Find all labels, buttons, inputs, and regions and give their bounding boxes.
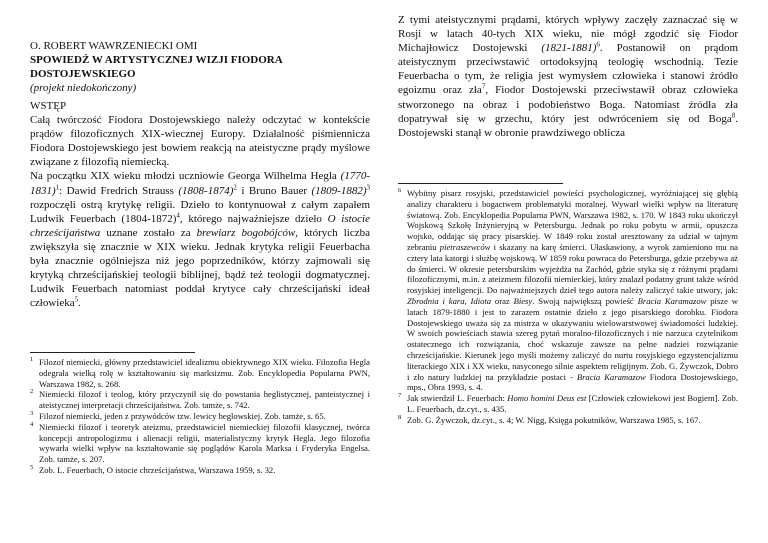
footnote-ref-6[interactable]: 6 xyxy=(596,40,600,49)
paragraph-1: Całą twórczość Fiodora Dostojewskiego należy odczytać w kontekście prądów filozoficznych XIX-wiecznej Europy. Działalność piśmiennicza Fiodora Dostojewskiego jest bowiem reakcją na ateistyczne prądy myślowe związane z filozofią niemiecką. xyxy=(30,114,370,169)
footnote-ref-2[interactable]: 2 xyxy=(233,182,237,191)
subtitle: (projekt niedokończony) xyxy=(30,82,137,94)
footnote-ref-3[interactable]: 3 xyxy=(366,182,370,191)
right-body xyxy=(398,13,738,140)
footnote-ref-7[interactable]: 7 xyxy=(481,82,486,91)
footnote: 3 Filozof niemiecki, jeden z przywódców tzw. lewicy heglowskiej. Zob. tamże, s. 65. xyxy=(30,409,326,421)
paragraph-3: Z tymi ateistycznymi prądami, których wpływy zaczęły zaznaczać się w Rosji w latach 40-tych XIX wieku, nie mógł zgodzić się Fiodor Michajłowicz Dostojewski (1821-1881)$^6$. Postanowił on prądom ateistycznym przeciwstawić ortodoksyjną teologię wschodnią. Tezie Feuerbacha o tym, że religia jest wymysłem człowieka i stanowi źródło egoizmu oraz zła$^7$, Fiodor Dostojewski przeciwstawił obraz człowieka stworzonego na obraz i podobieństwo Boga. Natomiast źródła zła dopatrywał się w grzechu, który jest odwróceniem się od Boga$^8$. Dostojewski stanął w obronie prawdziwego oblicza xyxy=(398,14,738,139)
footnote-ref-8[interactable]: 8 xyxy=(731,111,736,119)
document-header xyxy=(30,39,283,95)
footnote: 7 Jak stwierdził L. Feuerbach: Homo homini Deus est [Człowiek człowiekowi jest Bogiem]. Zob. L. Feuerbach, dz.cyt., s. 435. xyxy=(398,392,738,414)
author-line: O. ROBERT WAWRZENIECKI OMI xyxy=(30,40,198,52)
footnote: 2 Niemiecki filozof i teolog, który przyczynił się do powstania heglistycznej, panteistycznej i ateistycznej interpretacji chrześcijaństwa. Zob. tamże, s. 742. xyxy=(30,388,370,411)
section-heading: WSTĘP xyxy=(30,100,67,112)
footnote: 1 Filozof niemiecki, główny przedstawiciel idealizmu obiektywnego XIX wieku. Filozofia Hegla odegrała wielką rolę w kształtowaniu się marksizmu. Zob. Encyklopedia Popularna PWN, Warszawa 1982, s. 268. xyxy=(30,356,370,389)
left-body xyxy=(30,99,370,310)
footnote: 8 Zob. G. Żywczok, dz.cyt., s. 4; W. Nigg, Księga pokutników, Warszawa 1985, s. 167. xyxy=(398,413,701,425)
right-footnotes xyxy=(398,188,738,426)
footnote: 4 Niemiecki filozof i teoretyk ateizmu, przedstawiciel niemieckiej filozofii klasycznej, twórca koncepcji antropologizmu i alienacji religii, materialistyczny krytyk Hegla. Jego filozofia wywarła wielki wpływ na kształtowanie się poglądów Karola Marksa i Fryderyka Engelsa. Zob. tamże, s. 207. xyxy=(30,420,370,465)
footnote-ref-5[interactable]: 5 xyxy=(74,295,79,304)
title-line-2: DOSTOJEWSKIEGO xyxy=(30,68,136,80)
footnote: 5 Zob. L. Feuerbach, O istocie chrześcijaństwa, Warszawa 1959, s. 32. xyxy=(30,463,276,475)
footnote-separator xyxy=(30,352,195,353)
footnote: 6 Wybitny pisarz rosyjski, przedstawiciel powieści psychologicznej, wyróżniającej się głębią analizy charakteru i bogactwem problematyki moralnej. Wywarł wielki wpływ na literaturę światową. Zob. Encyklopedia Popularna PWN, Warszawa 1982, s. 170. W 1843 roku ukończył Wojskową Szkołę Inżynieryjną w Petersburgu. Jednak po roku pobytu w armii, opuszcza wojsko, oddając się pracy pisarskiej. W 1849 roku został aresztowany za udział w tajnym zebraniu pietraszewców i skazany na karę śmierci. Ułaskawiony, a wyrok zamieniono mu na cztery lata katorgi i służbę wojskową. W 1859 roku powraca do Petersburga, gdzie przebywa aż do śmierci. W okresie petersburskim wyjeżdża na Zachód, gdzie styka się z różnymi prądami filozoficznymi, m.in. z ateizmem filozofii niemieckiej, który znalazł podatny grunt także wśród rosyjskiej inteligencji. Do najważniejszych dzieł tego autora należy zaliczyć takie utwory, jak: Zbrodnia i kara, Idiota oraz Biesy. Swoją największą powieść Bracia Karamazow pisze w latach 1879-1880 i jest to zarazem ostatnie dzieło z jego pisarskiego dorobku. Fiodora Dostojewskiego uważa się za mistrza w ukazywaniu wielowarstwowej świadomości ludzkiej. W swoich powieściach stawia szereg pytań moralno-filozoficznych i nie narzuca czytelnikom ostatecznego ich rozwiązania, choć wskazuje zawsze na pełne nadziei rozwiązanie chrześcijańskie. Kierunek jego myśli możemy zaliczyć do nurtu rosyjskiego egzystencjalizmu literackiego XIX i XX wieku, nasyconego silnie aspektem religijnym. Zob. G. Żywczok, Dobro i zło natury ludzkiej na przykładzie postaci - Bracia Karamazow Fiodora Dostojewskiego, mps., Obra 1993, s. 4. xyxy=(398,187,739,393)
footnote-separator xyxy=(398,183,563,184)
paragraph-2: Na początku XIX wieku młodzi uczniowie Georga Wilhelma Hegla (1770-1831)$^1$: Dawid Fredrich Strauss (1808-1874)$^2$ i Bruno Bauer (1809-1882)$^3$ rozpoczęli ostrą krytykę religii. Dzieło to kontynuował z całym zapałem Ludwik Feuerbach (1804-1872)$^4$, którego najważniejsze dzieło O istocie chrześcijaństwa uznane zostało za brewiarz bogobójców, których liczba zwiększyła się znacznie w XIX wieku. Jednak krytyka religii Feuerbacha była znacznie ogólniejsza niż jego poprzedników, którzy zajmowali się krytyką chrześcijańskiej teologii biblijnej, bądź też teologii dogmatycznej. Ludwik Feuerbach natomiast poddał krytyce cały chrześcijański ideał człowieka$^5$. xyxy=(30,170,370,310)
footnote-ref-4[interactable]: 4 xyxy=(176,211,180,220)
title-line-1: SPOWIEDŹ W ARTYSTYCZNEJ WIZJI FIODORA xyxy=(30,54,283,66)
left-footnotes xyxy=(30,357,370,476)
footnote-ref-1[interactable]: 1 xyxy=(55,182,60,191)
